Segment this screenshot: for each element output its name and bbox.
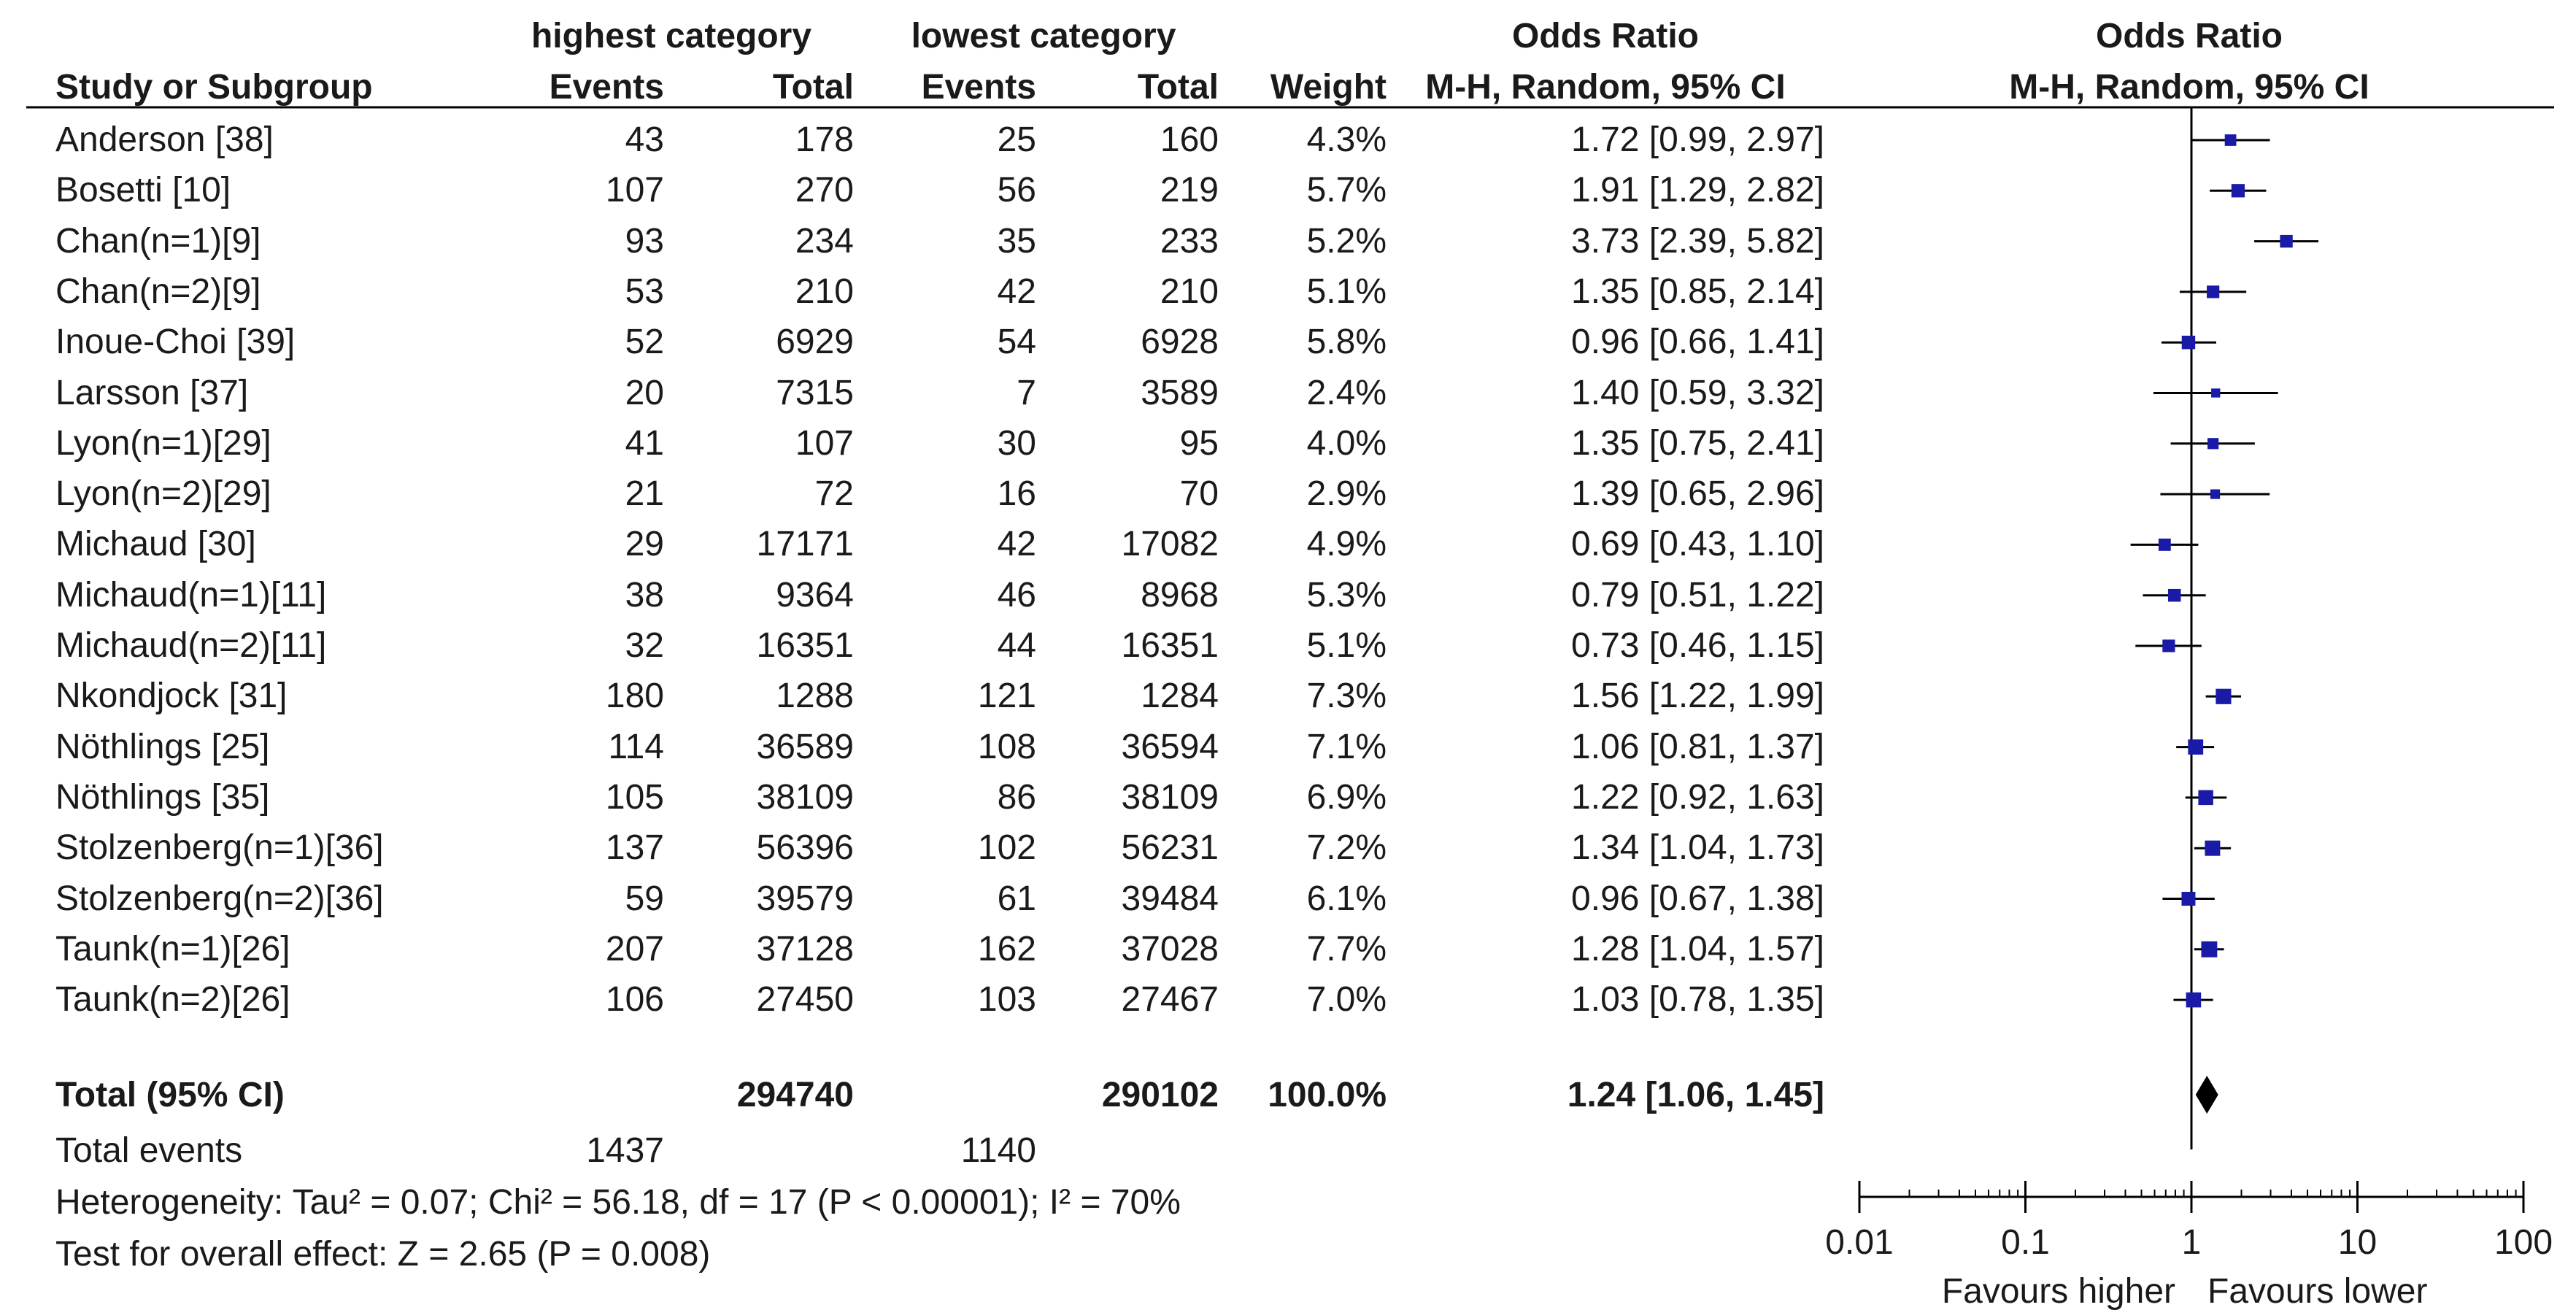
total-high: 38109	[756, 777, 854, 817]
heterogeneity-text: Heterogeneity: Tau² = 0.07; Chi² = 56.18, df = 17 (P < 0.00001); I² = 70%	[55, 1183, 1181, 1222]
study-name: Nkondjock [31]	[55, 677, 288, 716]
weight-value: 4.0%	[1306, 423, 1387, 463]
total-low: 56231	[1121, 828, 1219, 868]
total-low: 27467	[1121, 980, 1219, 1020]
total-low: 210	[1160, 271, 1219, 311]
study-marker	[2210, 489, 2220, 498]
total-high: 270	[795, 171, 854, 210]
weight-value: 5.7%	[1306, 171, 1387, 210]
study-name: Taunk(n=1)[26]	[55, 929, 290, 968]
total-low: 17082	[1121, 525, 1219, 564]
group2-header: lowest category	[911, 17, 1176, 55]
weight-header: Weight	[1270, 68, 1387, 107]
tick-label: 0.1	[2001, 1223, 2050, 1262]
total-low: 38109	[1121, 777, 1219, 817]
study-name: Lyon(n=2)[29]	[55, 474, 271, 514]
favours-left-label: Favours higher	[1941, 1272, 2175, 1310]
total-high: 7315	[776, 373, 854, 412]
or-ci-value: 3.73 [2.39, 5.82]	[1571, 221, 1824, 261]
weight-value: 5.2%	[1306, 221, 1387, 261]
events-high: 105	[605, 777, 664, 817]
study-marker	[2201, 941, 2217, 958]
total-high: 234	[795, 221, 854, 261]
plot-method-header: M-H, Random, 95% CI	[2009, 68, 2369, 107]
total-high: 72	[814, 474, 854, 514]
study-marker	[2162, 639, 2175, 652]
events-high: 52	[625, 323, 664, 362]
events-high: 114	[608, 727, 664, 766]
study-marker	[2188, 739, 2203, 755]
study-marker	[2159, 539, 2171, 551]
total-events-e2: 1140	[960, 1131, 1036, 1170]
events-low: 61	[997, 879, 1036, 918]
study-marker	[2182, 336, 2195, 349]
total-high: 56396	[756, 828, 854, 868]
total-label: Total (95% CI)	[55, 1076, 285, 1114]
favours-right-label: Favours lower	[2207, 1272, 2428, 1310]
overall-effect-text: Test for overall effect: Z = 2.65 (P = 0.008)	[55, 1235, 711, 1274]
or-ci-value: 1.06 [0.81, 1.37]	[1571, 727, 1824, 766]
events-high: 20	[625, 373, 664, 412]
total-low: 8968	[1141, 575, 1219, 614]
weight-value: 7.1%	[1306, 727, 1387, 766]
events-high: 59	[625, 879, 664, 918]
study-name: Bosetti [10]	[55, 171, 231, 210]
study-name: Michaud(n=1)[11]	[55, 575, 327, 614]
events-high: 21	[625, 474, 664, 514]
total-high: 178	[795, 120, 854, 159]
events-low: 46	[997, 575, 1036, 614]
study-marker	[2168, 589, 2181, 602]
events-low: 16	[997, 474, 1036, 514]
events-low: 25	[997, 120, 1036, 159]
study-marker	[2207, 438, 2218, 449]
study-name: Nöthlings [35]	[55, 777, 270, 817]
total-low: 39484	[1121, 879, 1219, 918]
events-high: 53	[625, 271, 664, 311]
total-low: 70	[1179, 474, 1219, 514]
events-low: 35	[997, 221, 1036, 261]
study-marker	[2186, 993, 2202, 1008]
study-marker	[2225, 134, 2237, 146]
total-high: 36589	[756, 727, 854, 766]
study-name: Michaud [30]	[55, 525, 256, 564]
total-high: 9364	[776, 575, 854, 614]
study-name: Lyon(n=1)[29]	[55, 423, 271, 463]
study-name: Taunk(n=2)[26]	[55, 980, 290, 1020]
study-marker	[2216, 689, 2231, 704]
or-ci-value: 1.40 [0.59, 3.32]	[1571, 373, 1824, 412]
weight-value: 2.9%	[1306, 474, 1387, 514]
or-ci-value: 0.73 [0.46, 1.15]	[1571, 626, 1824, 665]
study-name: Stolzenberg(n=2)[36]	[55, 879, 384, 918]
events-low: 44	[997, 626, 1036, 665]
weight-value: 5.1%	[1306, 626, 1387, 665]
tick-label: 1	[2181, 1223, 2202, 1262]
total-high: 107	[795, 423, 854, 463]
or-ci-value: 1.35 [0.75, 2.41]	[1571, 423, 1824, 463]
weight-value: 2.4%	[1306, 373, 1387, 412]
total-events-e1: 1437	[586, 1131, 664, 1170]
weight-value: 5.8%	[1306, 323, 1387, 362]
total-low: 95	[1179, 423, 1219, 463]
events-low: 42	[997, 525, 1036, 564]
total-low: 3589	[1141, 373, 1219, 412]
or-ci-value: 0.96 [0.67, 1.38]	[1571, 879, 1824, 918]
or-ci-value: 1.22 [0.92, 1.63]	[1571, 777, 1824, 817]
total-high: 1288	[776, 677, 854, 716]
total-high: 6929	[776, 323, 854, 362]
total-ci: 1.24 [1.06, 1.45]	[1567, 1076, 1824, 1114]
weight-value: 7.7%	[1306, 929, 1387, 968]
study-marker	[2205, 841, 2220, 856]
study-marker	[2280, 235, 2292, 247]
study-name: Nöthlings [25]	[55, 727, 270, 766]
weight-value: 6.9%	[1306, 777, 1387, 817]
total-high: 37128	[756, 929, 854, 968]
weight-value: 5.3%	[1306, 575, 1387, 614]
or-ci-value: 1.56 [1.22, 1.99]	[1571, 677, 1824, 716]
events-high: 107	[605, 171, 664, 210]
or-ci-value: 1.35 [0.85, 2.14]	[1571, 271, 1824, 311]
or-column-title: Odds Ratio	[1511, 17, 1699, 55]
events1-header: Events	[549, 68, 664, 107]
plot-title: Odds Ratio	[2095, 17, 2283, 55]
events-low: 162	[977, 929, 1036, 968]
study-name: Stolzenberg(n=1)[36]	[55, 828, 384, 868]
events-low: 7	[1017, 373, 1036, 412]
study-name: Chan(n=2)[9]	[55, 271, 261, 311]
total-low: 160	[1160, 120, 1219, 159]
total1-header: Total	[772, 68, 854, 107]
or-ci-value: 1.39 [0.65, 2.96]	[1571, 474, 1824, 514]
events-high: 180	[605, 677, 664, 716]
total-low: 233	[1160, 221, 1219, 261]
events-low: 102	[977, 828, 1036, 868]
study-name: Chan(n=1)[9]	[55, 221, 261, 261]
or-ci-value: 1.34 [1.04, 1.73]	[1571, 828, 1824, 868]
study-name: Inoue-Choi [39]	[55, 323, 296, 362]
total2-header: Total	[1137, 68, 1219, 107]
weight-value: 6.1%	[1306, 879, 1387, 918]
total-weight: 100.0%	[1268, 1076, 1387, 1114]
events-low: 121	[977, 677, 1036, 716]
events-high: 93	[625, 221, 664, 261]
total-events-label: Total events	[55, 1131, 243, 1170]
weight-value: 5.1%	[1306, 271, 1387, 311]
total-low: 219	[1160, 171, 1219, 210]
study-name: Anderson [38]	[55, 120, 274, 159]
weight-value: 7.0%	[1306, 980, 1387, 1020]
study-name: Larsson [37]	[55, 373, 249, 412]
events-high: 29	[625, 525, 664, 564]
total-high: 16351	[756, 626, 854, 665]
events-low: 108	[977, 727, 1036, 766]
events-high: 43	[625, 120, 664, 159]
total-low: 16351	[1121, 626, 1219, 665]
events-low: 86	[997, 777, 1036, 817]
total-t1: 294740	[736, 1076, 854, 1114]
weight-value: 4.3%	[1306, 120, 1387, 159]
total-low: 36594	[1121, 727, 1219, 766]
or-ci-value: 1.91 [1.29, 2.82]	[1571, 171, 1824, 210]
or-ci-value: 0.96 [0.66, 1.41]	[1571, 323, 1824, 362]
group1-header: highest category	[531, 17, 812, 55]
or-ci-value: 0.69 [0.43, 1.10]	[1571, 525, 1824, 564]
weight-value: 4.9%	[1306, 525, 1387, 564]
total-high: 27450	[756, 980, 854, 1020]
pooled-diamond	[2196, 1076, 2218, 1114]
or-ci-value: 1.03 [0.78, 1.35]	[1571, 980, 1824, 1020]
total-high: 17171	[756, 525, 854, 564]
or-ci-value: 1.28 [1.04, 1.57]	[1571, 929, 1824, 968]
events-low: 30	[997, 423, 1036, 463]
study-marker	[2207, 285, 2219, 298]
study-marker	[2211, 388, 2220, 397]
or-ci-value: 1.72 [0.99, 2.97]	[1571, 120, 1824, 159]
tick-label: 100	[2494, 1223, 2553, 1262]
total-t2: 290102	[1101, 1076, 1219, 1114]
events-high: 38	[625, 575, 664, 614]
events-low: 54	[997, 323, 1036, 362]
total-high: 39579	[756, 879, 854, 918]
events2-header: Events	[921, 68, 1036, 107]
total-low: 37028	[1121, 929, 1219, 968]
events-high: 106	[605, 980, 664, 1020]
events-high: 137	[605, 828, 664, 868]
study-marker	[2198, 790, 2213, 805]
total-low: 6928	[1141, 323, 1219, 362]
events-low: 42	[997, 271, 1036, 311]
events-high: 207	[605, 929, 664, 968]
events-high: 32	[625, 626, 664, 665]
study-name: Michaud(n=2)[11]	[55, 626, 327, 665]
total-low: 1284	[1141, 677, 1219, 716]
tick-label: 0.01	[1825, 1223, 1894, 1262]
or-ci-value: 0.79 [0.51, 1.22]	[1571, 575, 1824, 614]
weight-value: 7.2%	[1306, 828, 1387, 868]
events-low: 103	[977, 980, 1036, 1020]
tick-label: 10	[2337, 1223, 2378, 1262]
total-high: 210	[795, 271, 854, 311]
or-method-header: M-H, Random, 95% CI	[1425, 68, 1786, 107]
weight-value: 7.3%	[1306, 677, 1387, 716]
study-column-header: Study or Subgroup	[55, 68, 373, 107]
events-high: 41	[625, 423, 664, 463]
events-low: 56	[997, 171, 1036, 210]
study-marker	[2232, 184, 2245, 197]
study-marker	[2181, 892, 2195, 906]
